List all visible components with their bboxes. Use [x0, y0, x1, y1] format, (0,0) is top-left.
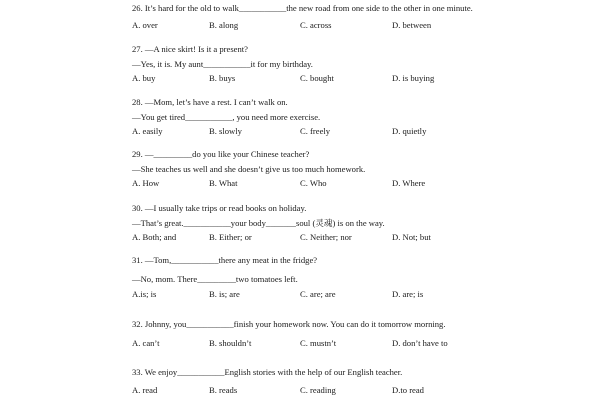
option-a: A. can’t [132, 338, 160, 348]
dialogue-reply: —Yes, it is. My aunt___________it for my birthday. [132, 59, 313, 69]
option-d: D. Where [392, 178, 426, 188]
option-d: D. between [392, 20, 432, 30]
option-c: C. bought [300, 73, 334, 83]
option-b: B. What [209, 178, 238, 188]
option-b: B. is; are [209, 289, 240, 299]
question-stem: 26. It’s hard for the old to walk___________the new road from one side to the other in one minute. [132, 3, 473, 13]
dialogue-reply: —No, mom. There_________two tomatoes left. [132, 274, 298, 284]
option-c: C. Neither; nor [300, 232, 352, 242]
option-b: B. reads [209, 385, 238, 395]
option-a: A. over [132, 20, 158, 30]
dialogue-reply: —That’s great.___________your body_______soul (灵魂) is on the way. [132, 218, 385, 228]
option-d: D. quietly [392, 126, 427, 136]
option-c: C. Who [300, 178, 327, 188]
option-c: C. are; are [300, 289, 336, 299]
question-stem: 28. —Mom, let’s have a rest. I can’t walk on. [132, 97, 288, 107]
option-a: A. buy [132, 73, 156, 83]
option-d: D. Not; but [392, 232, 431, 242]
question-stem: 29. —_________do you like your Chinese teacher? [132, 149, 310, 159]
question-stem: 30. —I usually take trips or read books on holiday. [132, 203, 307, 213]
question-stem: 27. —A nice skirt! Is it a present? [132, 44, 248, 54]
option-c: C. reading [300, 385, 336, 395]
option-c: C. across [300, 20, 332, 30]
option-b: B. shouldn’t [209, 338, 252, 348]
dialogue-reply: —She teaches us well and she doesn’t give us too much homework. [132, 164, 366, 174]
option-b: B. buys [209, 73, 236, 83]
option-a: A.is; is [132, 289, 157, 299]
option-d: D. don’t have to [392, 338, 448, 348]
option-a: A. easily [132, 126, 163, 136]
question-stem: 33. We enjoy___________English stories with the help of our English teacher. [132, 367, 403, 377]
question-stem: 32. Johnny, you___________finish your homework now. You can do it tomorrow morning. [132, 319, 446, 329]
option-a: A. Both; and [132, 232, 177, 242]
option-d: D. are; is [392, 289, 424, 299]
option-d: D. is buying [392, 73, 435, 83]
option-b: B. slowly [209, 126, 242, 136]
option-a: A. read [132, 385, 158, 395]
question-stem: 31. —Tom,___________there any meat in the fridge? [132, 255, 318, 265]
dialogue-reply: —You get tired___________, you need more exercise. [132, 112, 321, 122]
option-c: C. freely [300, 126, 331, 136]
option-c: C. mustn’t [300, 338, 337, 348]
option-a: A. How [132, 178, 160, 188]
option-b: B. Either; or [209, 232, 252, 242]
option-d: D.to read [392, 385, 424, 395]
option-b: B. along [209, 20, 239, 30]
